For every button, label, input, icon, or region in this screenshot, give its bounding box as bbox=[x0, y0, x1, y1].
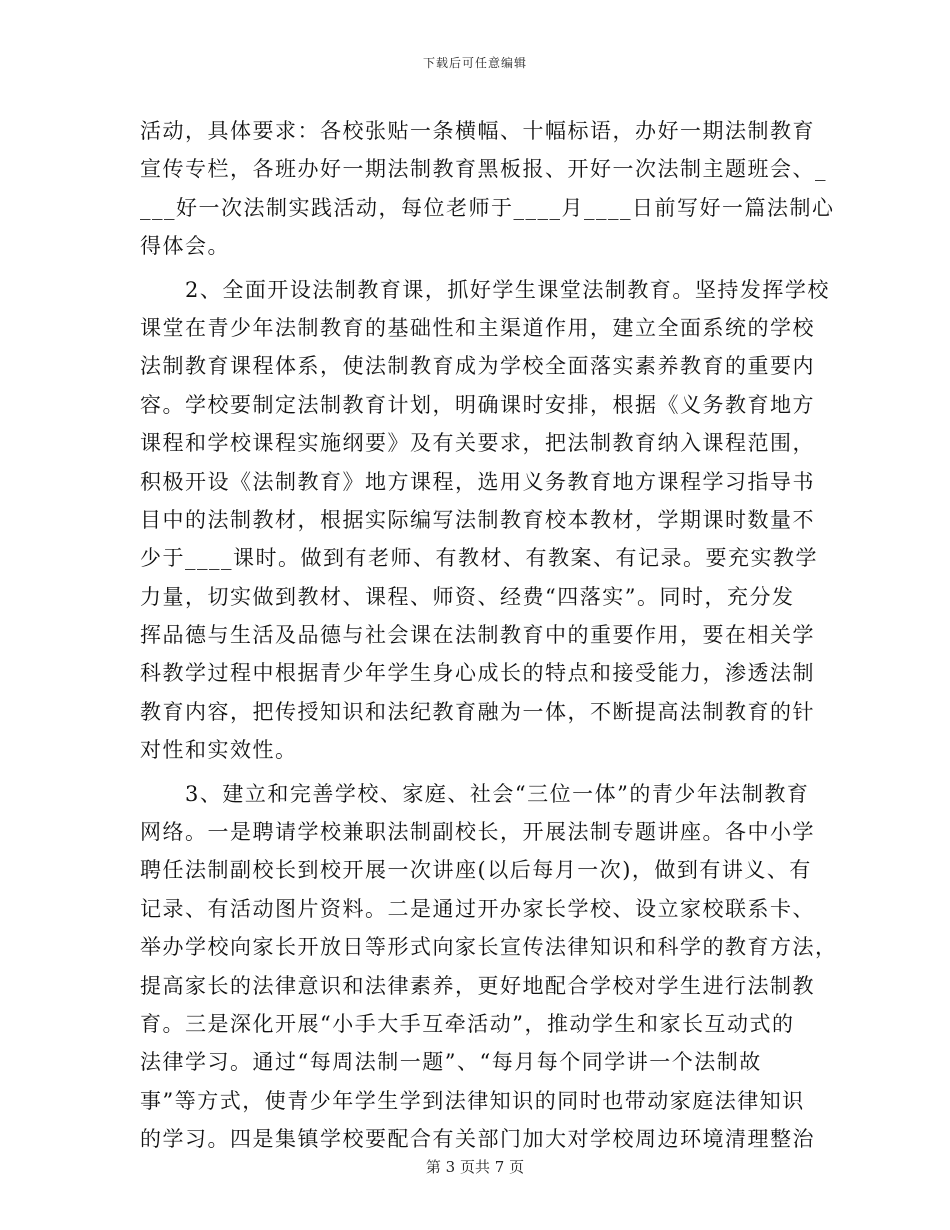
text-line: 目中的法制教材，根据实际编写法制教育校本教材，学期课时数量不 bbox=[140, 507, 815, 532]
paragraph-3 bbox=[140, 775, 838, 1159]
text-line: 得体会。 bbox=[140, 234, 230, 259]
text-line: 事”等方式，使青少年学生学到法律知识的同时也带动家庭法律知识 bbox=[140, 1088, 805, 1113]
text-line: 对性和实效性。 bbox=[140, 738, 298, 763]
paragraph-1 bbox=[140, 112, 835, 266]
text-line: ___好一次法制实践活动，每位老师于____月____日前写好一篇法制心 bbox=[140, 195, 835, 220]
text-line: 课程和学校课程实施纲要》及有关要求，把法制教育纳入课程范围， bbox=[140, 431, 815, 456]
text-line: 聘任法制副校长到校开展一次讲座(以后每月一次)，做到有讲义、有 bbox=[140, 858, 812, 883]
text-line: 提高家长的法律意识和法律素养，更好地配合学校对学生进行法制教 bbox=[140, 973, 815, 998]
text-line: 教育内容，把传授知识和法纪教育融为一体，不断提高法制教育的针 bbox=[140, 699, 815, 724]
text-line: 课堂在青少年法制教育的基础性和主渠道作用，建立全面系统的学校 bbox=[140, 315, 815, 340]
text-line: 的学习。四是集镇学校要配合有关部门加大对学校周边环境清理整治 bbox=[140, 1127, 815, 1152]
document-body bbox=[140, 112, 838, 1159]
paragraph-2 bbox=[140, 271, 830, 770]
text-line: 容。学校要制定法制教育计划，明确课时安排，根据《义务教育地方 bbox=[140, 392, 815, 417]
text-line: 举办学校向家长开放日等形式向家长宣传法律知识和科学的教育方法， bbox=[140, 935, 838, 960]
text-line: 网络。一是聘请学校兼职法制副校长，开展法制专题讲座。各中小学 bbox=[140, 820, 815, 845]
text-line: 2、全面开设法制教育课，抓好学生课堂法制教育。坚持发挥学校 bbox=[140, 277, 830, 302]
text-line: 3、建立和完善学校、家庭、社会“三位一体”的青少年法制教育 bbox=[140, 781, 810, 806]
text-line: 挥品德与生活及品德与社会课在法制教育中的重要作用，要在相关学 bbox=[140, 623, 815, 648]
text-line: 积极开设《法制教育》地方课程，选用义务教育地方课程学习指导书 bbox=[140, 469, 815, 494]
text-line: 宣传专栏，各班办好一期法制教育黑板报、开好一次法制主题班会、_ bbox=[140, 157, 827, 182]
text-line: 法制教育课程体系，使法制教育成为学校全面落实素养教育的重要内 bbox=[140, 354, 815, 379]
text-line: 少于____课时。做到有老师、有教材、有教案、有记录。要充实教学 bbox=[140, 546, 818, 571]
page-number-footer: 第 3 页共 7 页 bbox=[425, 1158, 525, 1176]
text-line: 科教学过程中根据青少年学生身心成长的特点和接受能力，渗透法制 bbox=[140, 661, 815, 686]
page-header: 下载后可任意编辑 bbox=[422, 56, 527, 70]
text-line: 活动，具体要求：各校张贴一条横幅、十幅标语，办好一期法制教育 bbox=[140, 119, 815, 143]
text-line: 记录、有活动图片资料。二是通过开办家长学校、设立家校联系卡、 bbox=[140, 896, 815, 921]
text-line: 力量，切实做到教材、课程、师资、经费“四落实”。同时，充分发 bbox=[140, 584, 795, 609]
text-line: 育。三是深化开展“小手大手互牵活动”，推动学生和家长互动式的 bbox=[140, 1011, 795, 1036]
text-line: 法律学习。通过“每周法制一题”、“每月每个同学讲一个法制故 bbox=[140, 1050, 762, 1075]
